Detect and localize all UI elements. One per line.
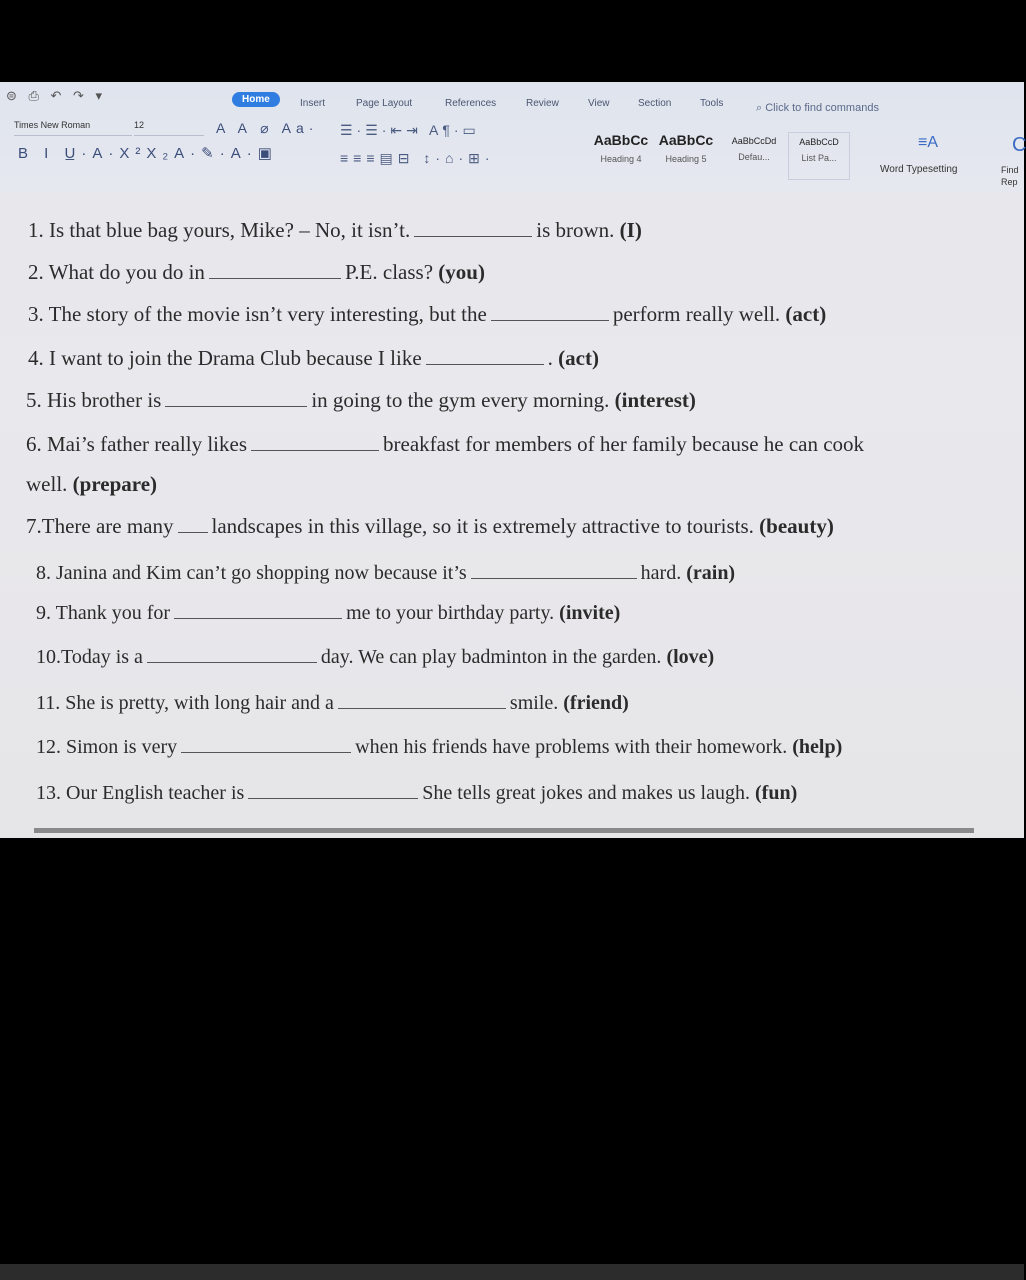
list-indent-buttons[interactable]: ☰·☰·⇤⇥ A¶·▭ (340, 122, 480, 138)
answer-blank[interactable] (426, 363, 544, 365)
style-default[interactable]: AaBbCcDd Defau... (731, 136, 777, 162)
answer-blank[interactable] (338, 707, 506, 709)
find-commands-search[interactable]: ⌕ Click to find commands (756, 102, 879, 114)
ribbon-toolbar (0, 82, 1024, 192)
document-page (0, 192, 1024, 838)
answer-blank[interactable] (491, 319, 609, 321)
answer-blank[interactable] (147, 661, 317, 663)
style-list-paragraph[interactable]: AaBbCcD List Pa... (788, 132, 850, 180)
answer-blank[interactable] (251, 449, 379, 451)
tab-tools[interactable]: Tools (700, 98, 724, 109)
answer-blank[interactable] (165, 405, 307, 407)
answer-blank[interactable] (471, 577, 637, 579)
tab-view[interactable]: View (588, 98, 610, 109)
answer-blank[interactable] (181, 751, 351, 753)
answer-blank[interactable] (178, 531, 208, 533)
answer-blank[interactable] (209, 277, 341, 279)
quick-access-icons[interactable]: ⊜ ⎙ ↶ ↷ ▾ (6, 88, 107, 103)
word-typesetting-icon: ≡A (918, 134, 939, 151)
find-replace-icon: C (1012, 134, 1026, 156)
question-10: 10.Today is a day. We can play badminton in the garden. (love) (36, 646, 715, 668)
question-6-continued: well. (prepare) (26, 472, 158, 496)
answer-blank[interactable] (248, 797, 418, 799)
find-replace-button[interactable]: Find Rep (1001, 165, 1019, 187)
question-4: 4. I want to join the Drama Club because I like . (act) (28, 346, 599, 370)
question-8: 8. Janina and Kim can’t go shopping now because it’s hard. (rain) (36, 562, 736, 584)
question-2: 2. What do you do in P.E. class? (you) (28, 260, 485, 284)
tab-page-layout[interactable]: Page Layout (356, 98, 413, 109)
answer-blank[interactable] (174, 617, 342, 619)
question-11: 11. She is pretty, with long hair and a smile. (friend) (36, 692, 629, 714)
bottom-bar (0, 1264, 1024, 1280)
tab-review[interactable]: Review (526, 98, 559, 109)
question-6: 6. Mai’s father really likes breakfast for members of her family because he can cook (26, 432, 865, 456)
font-name-select[interactable]: Times New Roman (14, 120, 132, 136)
style-heading-5[interactable]: AaBbCc Heading 5 (658, 132, 714, 164)
question-1: 1. Is that blue bag yours, Mike? – No, it isn’t. is brown. (I) (28, 218, 642, 242)
tab-home[interactable]: Home (232, 92, 280, 107)
question-13: 13. Our English teacher is She tells great jokes and makes us laugh. (fun) (36, 782, 798, 804)
style-gallery (588, 132, 860, 182)
cropped-text-fragment (0, 827, 1024, 833)
question-5: 5. His brother is in going to the gym every morning. (interest) (26, 388, 696, 412)
tab-references[interactable]: References (445, 98, 497, 109)
alignment-buttons[interactable]: ≡≡≡▤⊟ ↕·⌂·⊞· (340, 150, 495, 166)
font-size-buttons[interactable]: A A ⌀ Aa· (216, 120, 319, 136)
search-icon: ⌕ (756, 102, 763, 114)
question-7: 7.There are many landscapes in this village, so it is extremely attractive to tourists. (beauty) (26, 514, 834, 538)
tab-section[interactable]: Section (638, 98, 672, 109)
cropped-next-line (0, 820, 1024, 826)
question-9: 9. Thank you for me to your birthday party. (invite) (36, 602, 621, 624)
answer-blank[interactable] (414, 235, 532, 237)
word-typesetting-button[interactable]: Word Typesetting (880, 164, 958, 175)
tab-insert[interactable]: Insert (300, 98, 326, 109)
question-3: 3. The story of the movie isn’t very interesting, but the perform really well. (act) (28, 302, 827, 326)
photographed-screen (0, 82, 1024, 838)
font-size-select[interactable]: 12 (134, 120, 204, 136)
question-12: 12. Simon is very when his friends have problems with their homework. (help) (36, 736, 843, 758)
style-heading-4[interactable]: AaBbCc Heading 4 (593, 132, 649, 164)
font-format-buttons[interactable]: B I U̲·A·X²X₂A·✎·A·▣ (18, 145, 278, 162)
